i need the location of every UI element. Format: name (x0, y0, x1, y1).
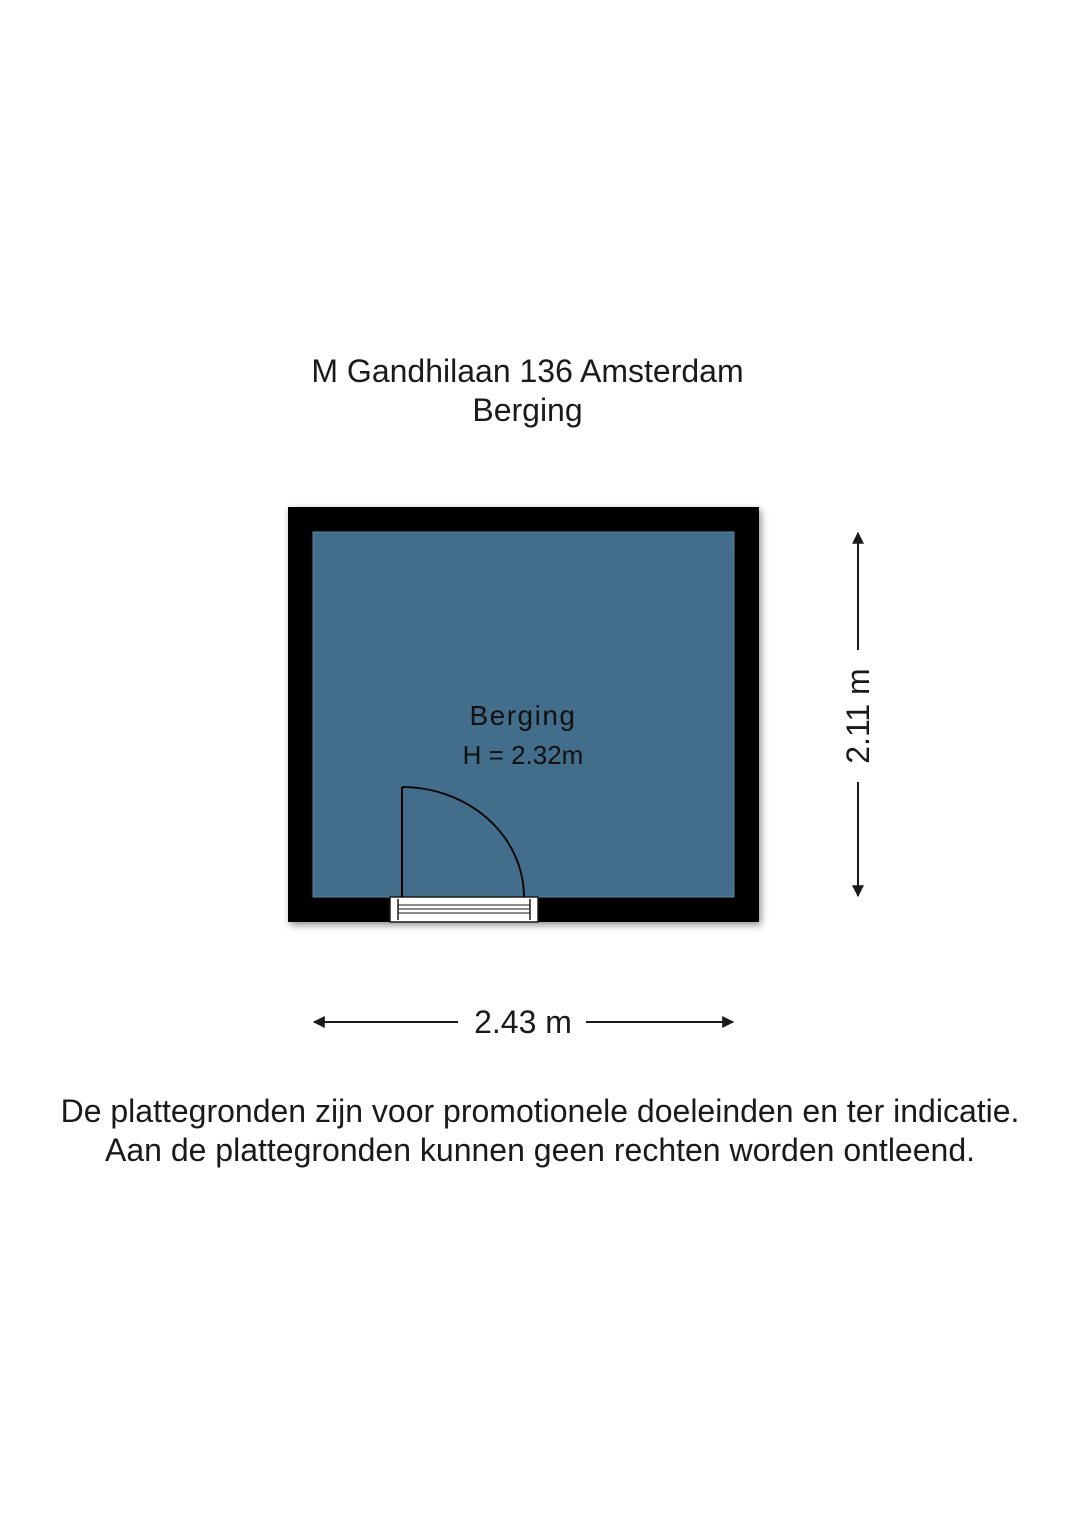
disclaimer-line-1: De plattegronden zijn voor promotionele doeleinden en ter indicatie. (60, 1093, 1020, 1129)
plan-floor-title: Berging (472, 392, 583, 428)
plan-address-title: M Gandhilaan 136 Amsterdam (311, 353, 744, 389)
room-height-label: H = 2.32m (462, 740, 584, 770)
width-dimension-label: 2.43 m (474, 1004, 572, 1040)
depth-dimension-label: 2.11 m (840, 668, 876, 764)
room-name-label: Berging (469, 700, 577, 731)
disclaimer-line-2: Aan de plattegronden kunnen geen rechten worden ontleend. (104, 1132, 975, 1168)
